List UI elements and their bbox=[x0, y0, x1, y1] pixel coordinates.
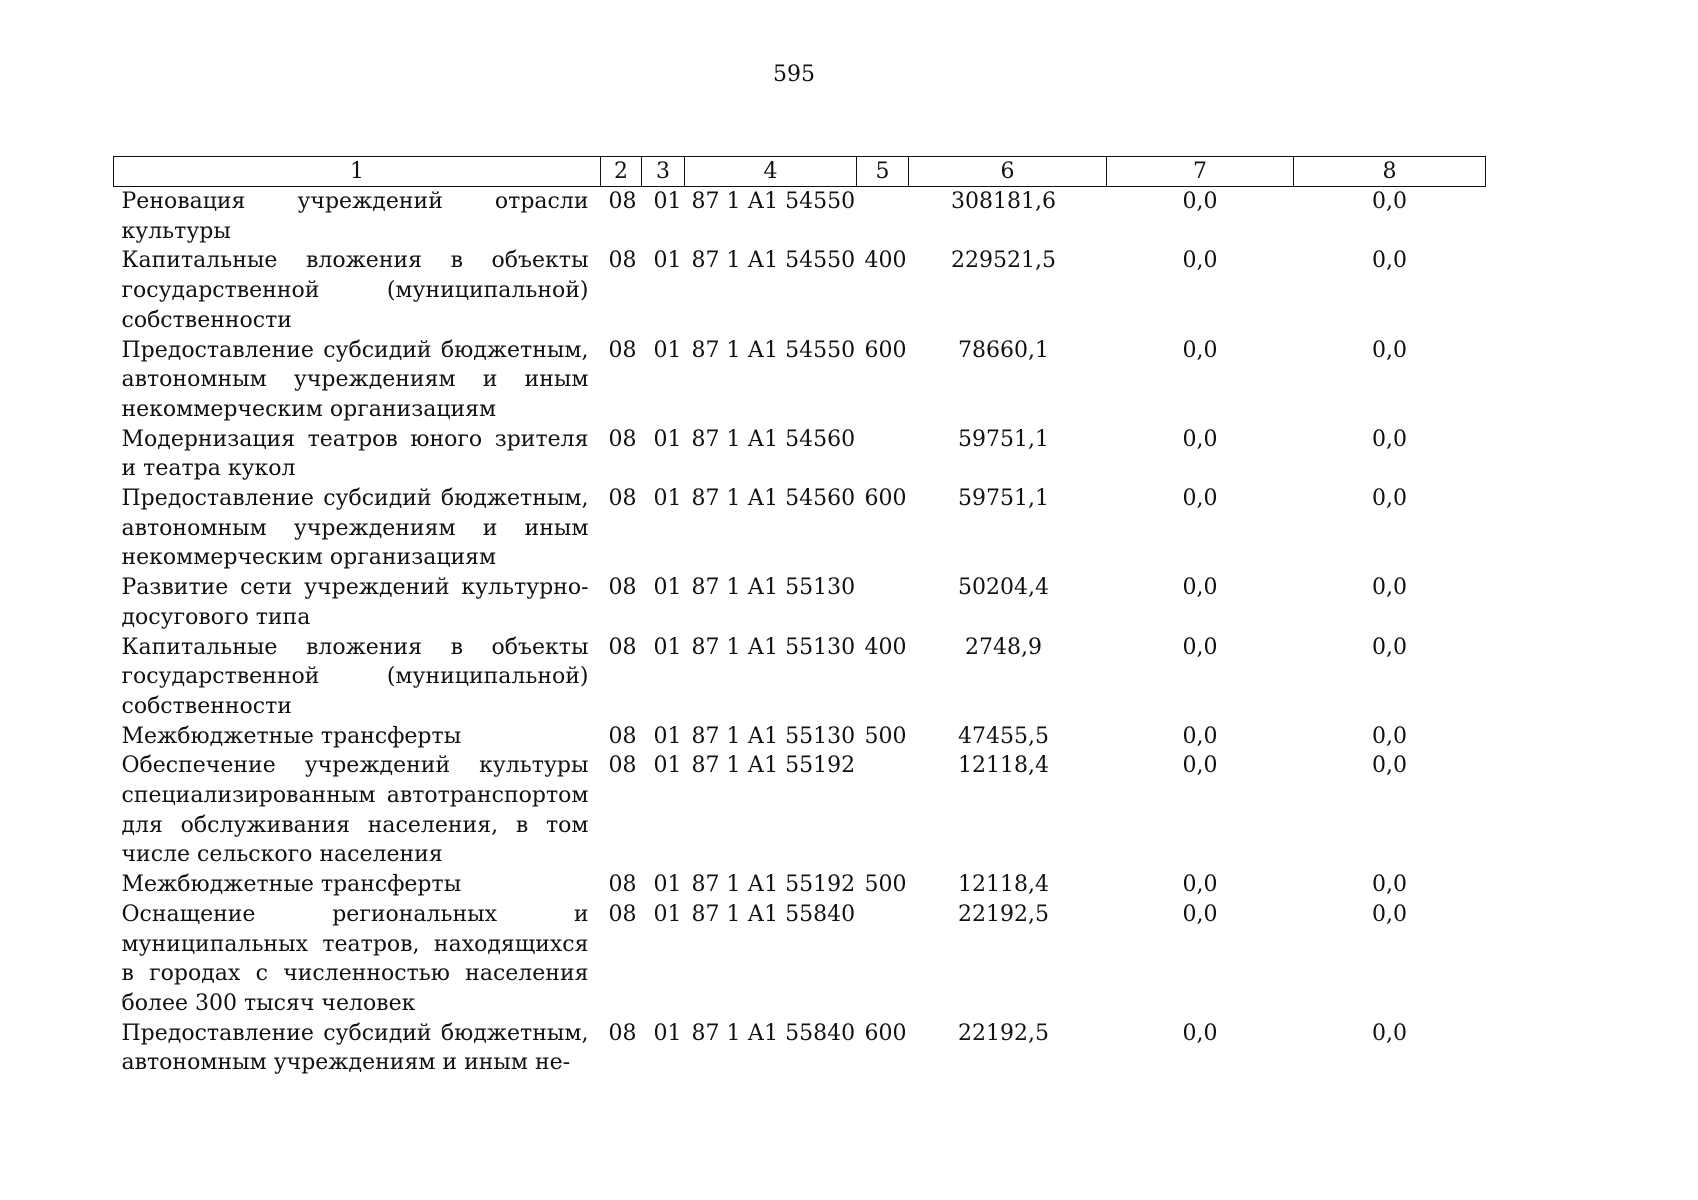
row-csr: 87 1 А1 55130 bbox=[691, 723, 856, 749]
row-value-8: 0,0 bbox=[1372, 634, 1407, 660]
table-row bbox=[114, 573, 1486, 632]
row-pr: 01 bbox=[653, 901, 682, 927]
row-value-8: 0,0 bbox=[1372, 753, 1407, 779]
row-value-8: 0,0 bbox=[1372, 486, 1407, 512]
row-pr: 01 bbox=[653, 189, 682, 214]
row-value-7: 0,0 bbox=[1182, 248, 1218, 274]
row-value-7: 0,0 bbox=[1182, 901, 1218, 927]
table-row bbox=[114, 870, 1486, 900]
row-csr: 87 1 А1 54550 bbox=[691, 337, 856, 363]
row-vr bbox=[857, 425, 909, 484]
row-name: Предоставление субсидий бюджетным, автономным учреждениям и иным некоммерческим организациям bbox=[121, 337, 589, 422]
row-value-6: 50204,4 bbox=[958, 575, 1049, 601]
row-vr: 600 bbox=[864, 337, 907, 363]
row-value-7: 0,0 bbox=[1182, 753, 1218, 779]
row-vr: 500 bbox=[864, 723, 907, 749]
row-value-7: 0,0 bbox=[1182, 486, 1218, 512]
row-value-8: 0,0 bbox=[1372, 723, 1407, 749]
row-value-7: 0,0 bbox=[1182, 872, 1218, 898]
row-value-7: 0,0 bbox=[1182, 337, 1218, 363]
row-pr: 01 bbox=[653, 872, 682, 898]
row-pr: 01 bbox=[653, 1020, 682, 1046]
row-value-7: 0,0 bbox=[1182, 634, 1218, 660]
row-vr bbox=[857, 573, 909, 632]
row-csr: 87 1 А1 55192 bbox=[691, 872, 856, 898]
row-value-8: 0,0 bbox=[1372, 248, 1407, 274]
row-name: Капитальные вложения в объекты государственной (муниципальной) собственности bbox=[121, 248, 589, 333]
row-rz: 08 bbox=[608, 901, 637, 927]
row-pr: 01 bbox=[653, 426, 682, 452]
row-name: Обеспечение учреждений культуры специализированным автотранспортом для обслуживания населения, в том числе сельского населения bbox=[121, 753, 589, 868]
row-rz: 08 bbox=[608, 723, 637, 749]
row-rz: 08 bbox=[608, 575, 637, 601]
row-vr bbox=[857, 751, 909, 870]
row-pr: 01 bbox=[653, 486, 682, 512]
row-value-8: 0,0 bbox=[1372, 426, 1407, 452]
header-col-5: 5 bbox=[857, 157, 909, 187]
row-rz: 08 bbox=[608, 486, 637, 512]
row-value-6: 59751,1 bbox=[958, 486, 1049, 512]
row-csr: 87 1 А1 55130 bbox=[691, 634, 856, 660]
table-row bbox=[114, 633, 1486, 722]
budget-table-container bbox=[113, 156, 1485, 1078]
row-name: Капитальные вложения в объекты государственной (муниципальной) собственности bbox=[121, 634, 589, 719]
table-body bbox=[114, 187, 1486, 1079]
page-number: 595 bbox=[773, 62, 815, 87]
table-row bbox=[114, 484, 1486, 573]
row-name: Оснащение региональных и муниципальных театров, находящихся в городах с численностью населения более 300 тысяч человек bbox=[121, 901, 589, 1016]
row-rz: 08 bbox=[608, 1020, 637, 1046]
header-col-7: 7 bbox=[1107, 157, 1294, 187]
row-rz: 08 bbox=[608, 872, 637, 898]
header-col-3: 3 bbox=[642, 157, 685, 187]
row-value-6: 22192,5 bbox=[958, 1020, 1049, 1046]
row-pr: 01 bbox=[653, 575, 682, 601]
row-csr: 87 1 А1 54560 bbox=[691, 486, 856, 512]
header-col-2: 2 bbox=[601, 157, 642, 187]
row-rz: 08 bbox=[608, 189, 637, 214]
row-pr: 01 bbox=[653, 753, 682, 779]
row-name: Реновация учреждений отрасли культуры bbox=[121, 189, 589, 244]
row-rz: 08 bbox=[608, 337, 637, 363]
row-pr: 01 bbox=[653, 337, 682, 363]
table-row bbox=[114, 336, 1486, 425]
row-value-8: 0,0 bbox=[1372, 575, 1407, 601]
row-value-8: 0,0 bbox=[1372, 189, 1407, 214]
table-row bbox=[114, 1019, 1486, 1078]
table-row bbox=[114, 425, 1486, 484]
row-rz: 08 bbox=[608, 426, 637, 452]
row-name: Предоставление субсидий бюджетным, автономным учреждениям и иным некоммерческим организациям bbox=[121, 486, 589, 571]
row-pr: 01 bbox=[653, 723, 682, 749]
row-name: Предоставление субсидий бюджетным, автономным учреждениям и иным не- bbox=[121, 1020, 589, 1076]
row-value-7: 0,0 bbox=[1182, 723, 1218, 749]
row-value-8: 0,0 bbox=[1372, 1020, 1407, 1046]
table-header bbox=[114, 157, 1486, 187]
row-csr: 87 1 А1 54560 bbox=[691, 426, 856, 452]
row-value-6: 22192,5 bbox=[958, 901, 1049, 927]
header-col-4: 4 bbox=[685, 157, 857, 187]
row-name: Межбюджетные трансферты bbox=[121, 723, 462, 749]
row-value-8: 0,0 bbox=[1372, 872, 1407, 898]
budget-table bbox=[113, 156, 1486, 1078]
row-rz: 08 bbox=[608, 634, 637, 660]
row-value-6: 47455,5 bbox=[958, 723, 1049, 749]
row-value-6: 78660,1 bbox=[958, 337, 1049, 363]
row-pr: 01 bbox=[653, 634, 682, 660]
row-vr: 400 bbox=[864, 634, 907, 660]
row-csr: 87 1 А1 55130 bbox=[691, 575, 856, 601]
row-csr: 87 1 А1 55840 bbox=[691, 901, 856, 927]
table-row bbox=[114, 246, 1486, 335]
row-rz: 08 bbox=[608, 753, 637, 779]
header-col-1: 1 bbox=[114, 157, 601, 187]
row-vr: 500 bbox=[864, 872, 907, 898]
row-csr: 87 1 А1 54550 bbox=[691, 189, 856, 214]
row-name: Модернизация театров юного зрителя и театра кукол bbox=[121, 426, 589, 482]
table-row bbox=[114, 751, 1486, 870]
row-pr: 01 bbox=[653, 248, 682, 274]
row-name: Развитие сети учреждений культурно-досугового типа bbox=[121, 575, 589, 630]
row-name: Межбюджетные трансферты bbox=[121, 872, 462, 898]
row-value-6: 229521,5 bbox=[951, 248, 1056, 274]
header-row bbox=[114, 157, 1486, 187]
row-vr bbox=[857, 187, 909, 247]
header-col-6: 6 bbox=[909, 157, 1107, 187]
row-value-7: 0,0 bbox=[1182, 1020, 1218, 1046]
row-value-6: 12118,4 bbox=[958, 753, 1049, 779]
table-row bbox=[114, 900, 1486, 1019]
row-vr: 600 bbox=[864, 1020, 907, 1046]
row-csr: 87 1 А1 55840 bbox=[691, 1020, 856, 1046]
header-col-8: 8 bbox=[1294, 157, 1486, 187]
table-row bbox=[114, 187, 1486, 247]
row-value-6: 59751,1 bbox=[958, 426, 1049, 452]
row-vr: 400 bbox=[864, 248, 907, 274]
row-rz: 08 bbox=[608, 248, 637, 274]
row-csr: 87 1 А1 55192 bbox=[691, 753, 856, 779]
table-row bbox=[114, 722, 1486, 752]
row-value-6: 12118,4 bbox=[958, 872, 1049, 898]
row-vr: 600 bbox=[864, 486, 907, 512]
row-value-7: 0,0 bbox=[1182, 189, 1218, 214]
row-csr: 87 1 А1 54550 bbox=[691, 248, 856, 274]
row-value-6: 2748,9 bbox=[965, 634, 1042, 660]
row-vr bbox=[857, 900, 909, 1019]
row-value-8: 0,0 bbox=[1372, 901, 1407, 927]
row-value-6: 308181,6 bbox=[951, 189, 1056, 214]
row-value-8: 0,0 bbox=[1372, 337, 1407, 363]
row-value-7: 0,0 bbox=[1182, 426, 1218, 452]
row-value-7: 0,0 bbox=[1182, 575, 1218, 601]
